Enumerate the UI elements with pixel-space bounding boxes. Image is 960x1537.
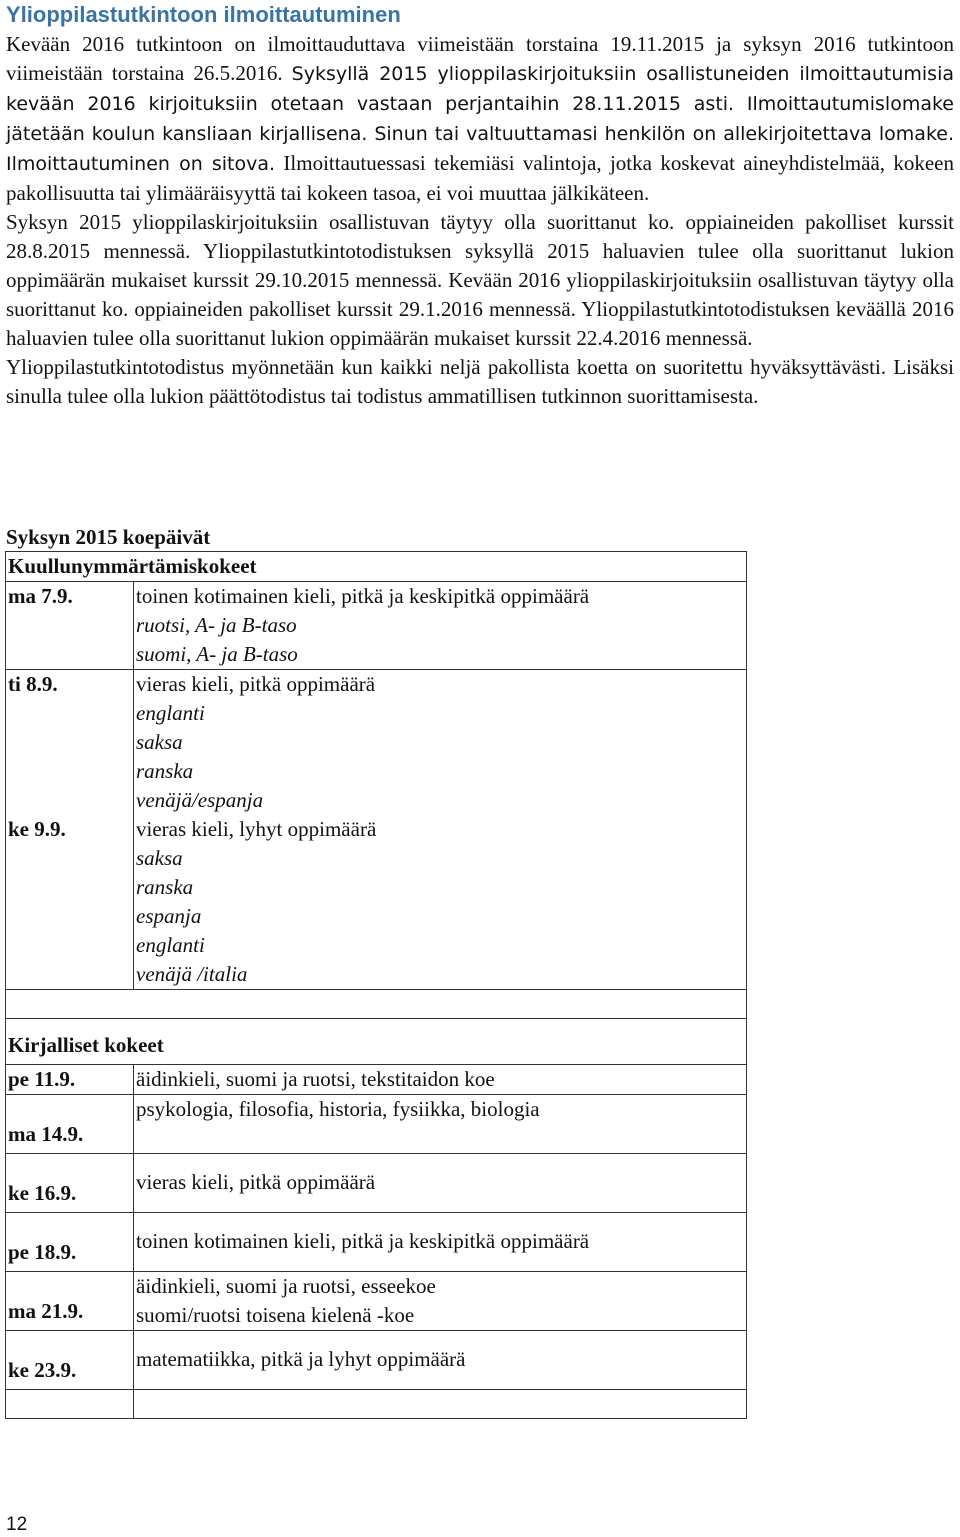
table-row (6, 582, 747, 670)
exam-subjects (134, 1095, 747, 1154)
exam-date: ke 16.9. (6, 1154, 134, 1213)
exam-date: ma 21.9. (6, 1272, 134, 1331)
language-line: venäjä /italia (136, 962, 248, 986)
text-segment: Ylioppilastutkintotodistus myönnetään kun kaikki neljä pakollista koetta on suoritettu hyväksyttävästi. Lisäksi sinulla tulee olla lukion päättötodistus tai todistus ammatillisen tutkinnon suorittamisesta. (6, 355, 954, 408)
language-line: ranska (136, 875, 194, 899)
subject-line: äidinkieli, suomi ja ruotsi, esseekoe (136, 1274, 436, 1298)
language-line: suomi, A- ja B-taso (136, 642, 298, 666)
exam-date: ke 9.9. (6, 815, 134, 990)
table-row (6, 1095, 747, 1154)
table-row (6, 670, 747, 816)
exam-date: ke 23.9. (6, 1331, 134, 1390)
language-line: saksa (136, 730, 183, 754)
exam-schedule-table (5, 551, 747, 1419)
exam-date: ma 7.9. (6, 582, 134, 670)
text-segment: Ilmoittautuessasi tekemiäsi valintoja, jotka koskevat aineyhdistelmää, kokeen pakollisuutta tai ylimääräisyyttä tai kokeen tasoa, ei voi muuttaa jälkikäteen. (6, 151, 954, 205)
subject-line: suomi/ruotsi toisena kielenä -koe (136, 1303, 415, 1327)
exam-date: ti 8.9. (6, 670, 134, 816)
exam-subjects (134, 1272, 747, 1331)
schedule-title: Syksyn 2015 koepäivät (6, 525, 211, 549)
page-number: 12 (6, 1514, 28, 1535)
language-line: espanja (136, 904, 202, 928)
language-line: ranska (136, 759, 194, 783)
exam-subjects (134, 1065, 747, 1095)
exam-subjects (134, 1154, 747, 1213)
exam-subjects (134, 815, 747, 990)
subject-line: toinen kotimainen kieli, pitkä ja keskipitkä oppimäärä (136, 584, 590, 608)
paragraph-courses (6, 208, 954, 353)
empty-cell (6, 990, 747, 1019)
table-row (6, 1019, 747, 1065)
text-segment: Syksyn 2015 ylioppilaskirjoituksiin osallistuvan täytyy olla suorittanut ko. oppiaineiden pakolliset kurssit 28.8.2015 mennessä. Ylioppilastutkintotodistuksen syksyllä 2015 haluavien tulee olla suorittanut lukion oppimäärän mukaiset kurssit 29.10.2015 mennessä. Kevään 2016 ylioppilaskirjoituksiin osallistuvan täytyy olla suorittanut ko. oppiaineiden pakolliset kurssit 29.1.2016 mennessä. Ylioppilastutkintotodistuksen keväällä 2016 haluavien tulee olla suorittanut lukion oppimäärän mukaiset kurssit 22.4.2016 mennessä. (6, 210, 954, 350)
exam-date: pe 18.9. (6, 1213, 134, 1272)
text-segment: Kevään 2016 tutkintoon on ilmoittauduttava viimeistään torstaina 19.11.2015 ja syksyn 2016 tutkintoon viimeistään torstaina 26.5.2016. (6, 32, 954, 85)
exam-subjects (134, 582, 747, 670)
language-line: ruotsi, A- ja B-taso (136, 613, 297, 637)
language-line: saksa (136, 846, 183, 870)
subject-line: toinen kotimainen kieli, pitkä ja keskipitkä oppimäärä (136, 1229, 590, 1253)
exam-subjects (134, 1331, 747, 1390)
table-row (6, 1213, 747, 1272)
language-line: englanti (136, 701, 205, 725)
exam-date: pe 11.9. (6, 1065, 134, 1095)
subject-line: vieras kieli, lyhyt oppimäärä (136, 817, 377, 841)
intro-text (6, 30, 954, 411)
subject-line: vieras kieli, pitkä oppimäärä (136, 672, 376, 696)
paragraph-certificate (6, 353, 954, 411)
empty-cell (134, 1390, 747, 1419)
table-row (6, 1154, 747, 1213)
table-row-empty (6, 990, 747, 1019)
subject-line: psykologia, filosofia, historia, fysiikka, biologia (136, 1097, 540, 1121)
exam-subjects (134, 1213, 747, 1272)
subject-line: äidinkieli, suomi ja ruotsi, tekstitaidon koe (136, 1067, 495, 1091)
language-line: englanti (136, 933, 205, 957)
listening-heading: Kuullunymmärtämiskokeet (6, 552, 747, 582)
table-row (6, 552, 747, 582)
exam-date: ma 14.9. (6, 1095, 134, 1154)
empty-cell (6, 1390, 134, 1419)
table-row (6, 815, 747, 990)
page-title: Ylioppilastutkintoon ilmoittautuminen (6, 2, 401, 27)
subject-line: matematiikka, pitkä ja lyhyt oppimäärä (136, 1347, 466, 1371)
table-row-empty (6, 1390, 747, 1419)
paragraph-deadlines (6, 30, 954, 208)
subject-line: vieras kieli, pitkä oppimäärä (136, 1170, 376, 1194)
text-segment: Syksyllä 2015 ylioppilaskirjoituksiin osallistuneiden ilmoittautumisia kevään 2016 kirjoituksiin otetaan vastaan perjantaihin 28.11.2015 asti. Ilmoittautumislomake jätetään koulun kansliaan kirjallisena. Sinun tai valtuuttamasi henkilön on allekirjoitettava lomake. Ilmoittautuminen on sitova. (6, 63, 954, 175)
table-row (6, 1331, 747, 1390)
table-row (6, 1272, 747, 1331)
table-row (6, 1065, 747, 1095)
exam-subjects (134, 670, 747, 816)
language-line: venäjä/espanja (136, 788, 264, 812)
written-heading: Kirjalliset kokeet (6, 1019, 747, 1065)
